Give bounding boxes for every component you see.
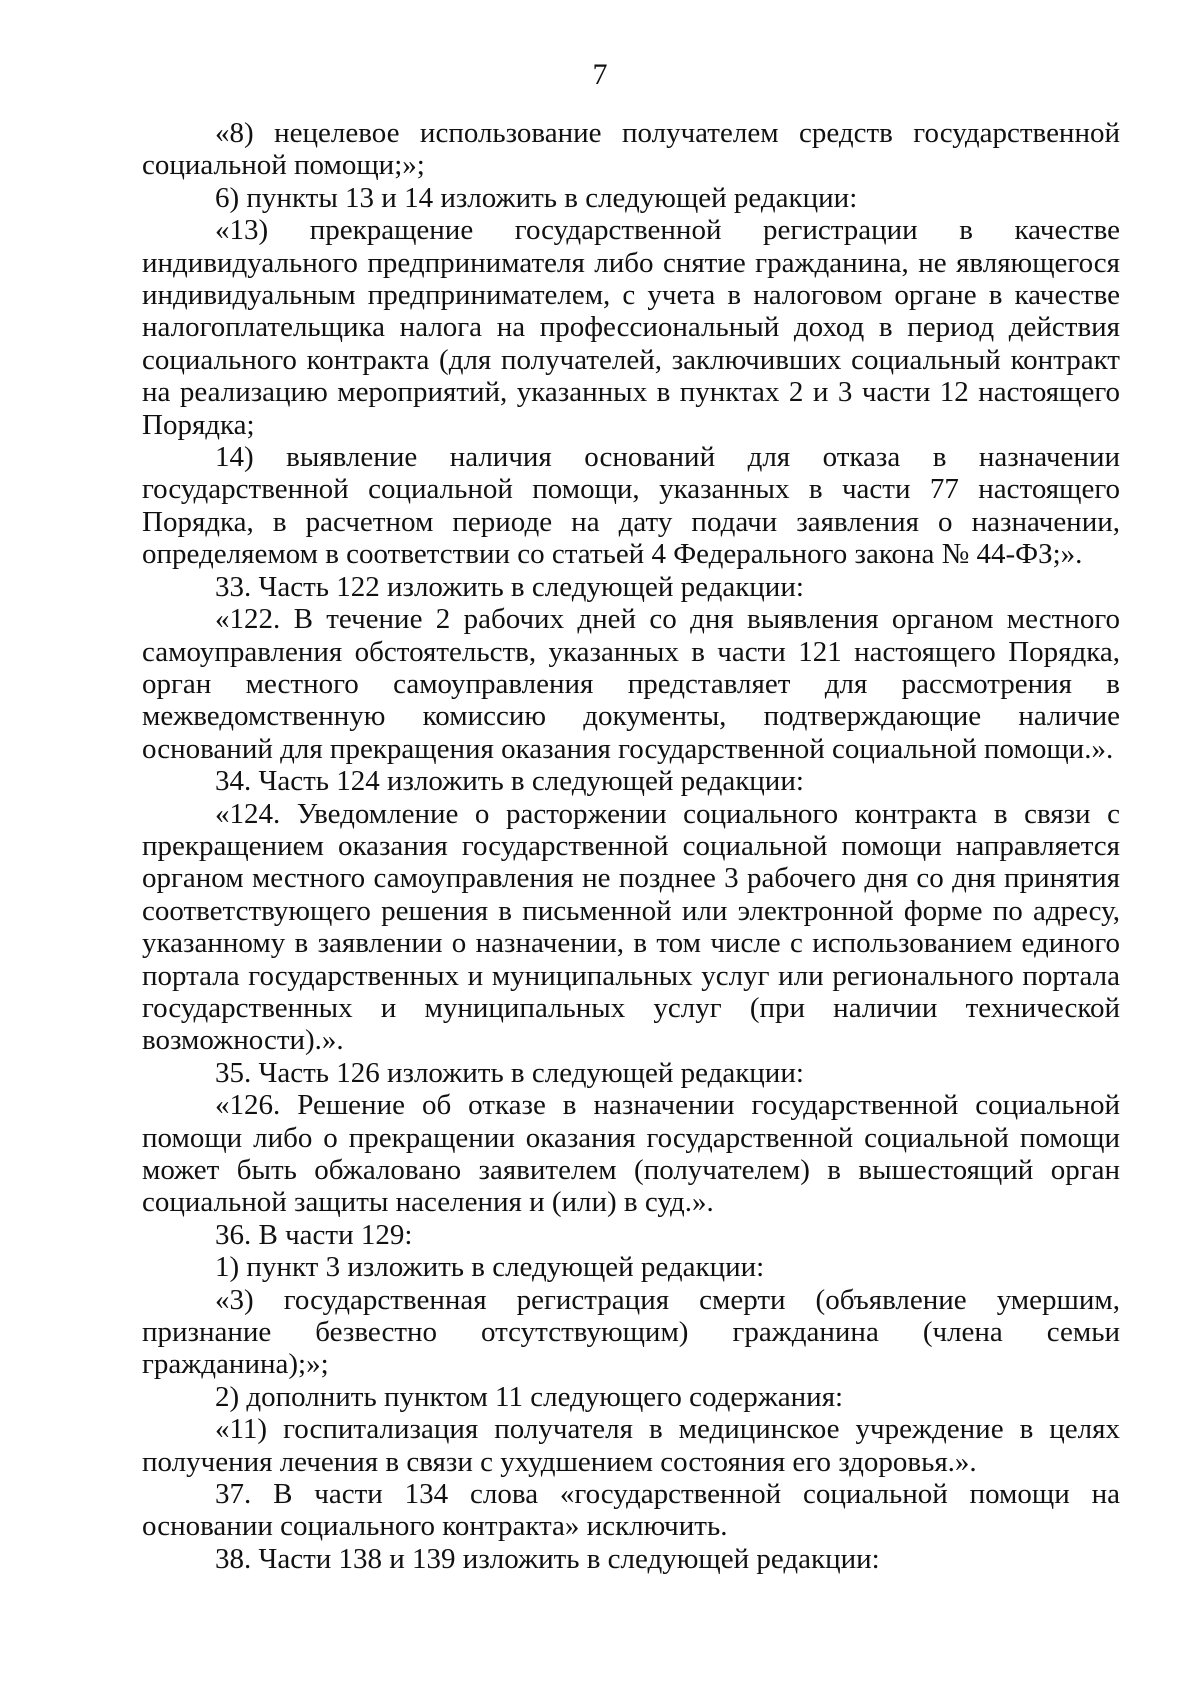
paragraph-item-11: «11) госпитализация получателя в медицинское учреждение в целях получения лечения в связи с ухудшением состояния его здоровья.». — [142, 1413, 1120, 1478]
paragraph-section-38: 38. Части 138 и 139 изложить в следующей редакции: — [215, 1542, 880, 1575]
paragraph-part-122: «122. В течение 2 рабочих дней со дня выявления органом местного самоуправления обстоятельств, указанных в части 121 настоящего Порядка, орган местного самоуправления представляет для рассмотрения в межведомственную комиссию документы, подтверждающие наличие оснований для прекращения оказания государственной социальной помощи.». — [142, 603, 1120, 765]
paragraph-part-124: «124. Уведомление о расторжении социального контракта в связи с прекращением оказания государственной социальной помощи направляется органом местного самоуправления не позднее 3 рабочего дня со дня принятия соответствующего решения в письменной или электронной форме по адресу, указанному в заявлении о назначении, в том числе с использованием единого портала государственных и муниципальных услуг или регионального портала государственных и муниципальных услуг (при наличии технической возможности).». — [142, 797, 1120, 1057]
paragraph-subitem-6: 6) пункты 13 и 14 изложить в следующей редакции: — [215, 181, 858, 214]
page-number: 7 — [592, 58, 608, 91]
paragraph-section-35: 35. Часть 126 изложить в следующей редакции: — [215, 1056, 804, 1089]
paragraph-section-37: 37. В части 134 слова «государственной социальной помощи на основании социального контракта» исключить. — [142, 1478, 1120, 1543]
paragraph-item-3: «3) государственная регистрация смерти (объявление умершим, признание безвестно отсутствующим) гражданина (члена семьи гражданина);»; — [142, 1283, 1120, 1381]
paragraph-item-8: «8) нецелевое использование получателем средств государственной социальной помощи;»; — [142, 117, 1120, 182]
paragraph-part-126: «126. Решение об отказе в назначении государственной социальной помощи либо о прекращении оказания государственной социальной помощи может быть обжаловано заявителем (получателем) в вышестоящий орган социальной защиты населения и (или) в суд.». — [142, 1089, 1120, 1219]
paragraph-subitem-1: 1) пункт 3 изложить в следующей редакции: — [215, 1251, 765, 1284]
paragraph-item-13: «13) прекращение государственной регистрации в качестве индивидуального предпринимателя либо снятие гражданина, не являющегося индивидуальным предпринимателем, с учета в налоговом органе в качестве налогоплательщика налога на профессиональный доход в период действия социального контракта (для получателей, заключивших социальный контракт на реализацию мероприятий, указанных в пунктах 2 и 3 части 12 настоящего Порядка; — [142, 214, 1120, 441]
paragraph-item-14: 14) выявление наличия оснований для отказа в назначении государственной социальной помощи, указанных в части 77 настоящего Порядка, в расчетном периоде на дату подачи заявления о назначении, определяемом в соответствии со статьей 4 Федерального закона № 44-ФЗ;». — [142, 441, 1120, 571]
paragraph-section-36: 36. В части 129: — [215, 1218, 413, 1251]
paragraph-subitem-2: 2) дополнить пунктом 11 следующего содержания: — [215, 1380, 844, 1413]
document-body — [142, 117, 1120, 1575]
paragraph-section-33: 33. Часть 122 изложить в следующей редакции: — [215, 570, 804, 603]
paragraph-section-34: 34. Часть 124 изложить в следующей редакции: — [215, 765, 804, 798]
